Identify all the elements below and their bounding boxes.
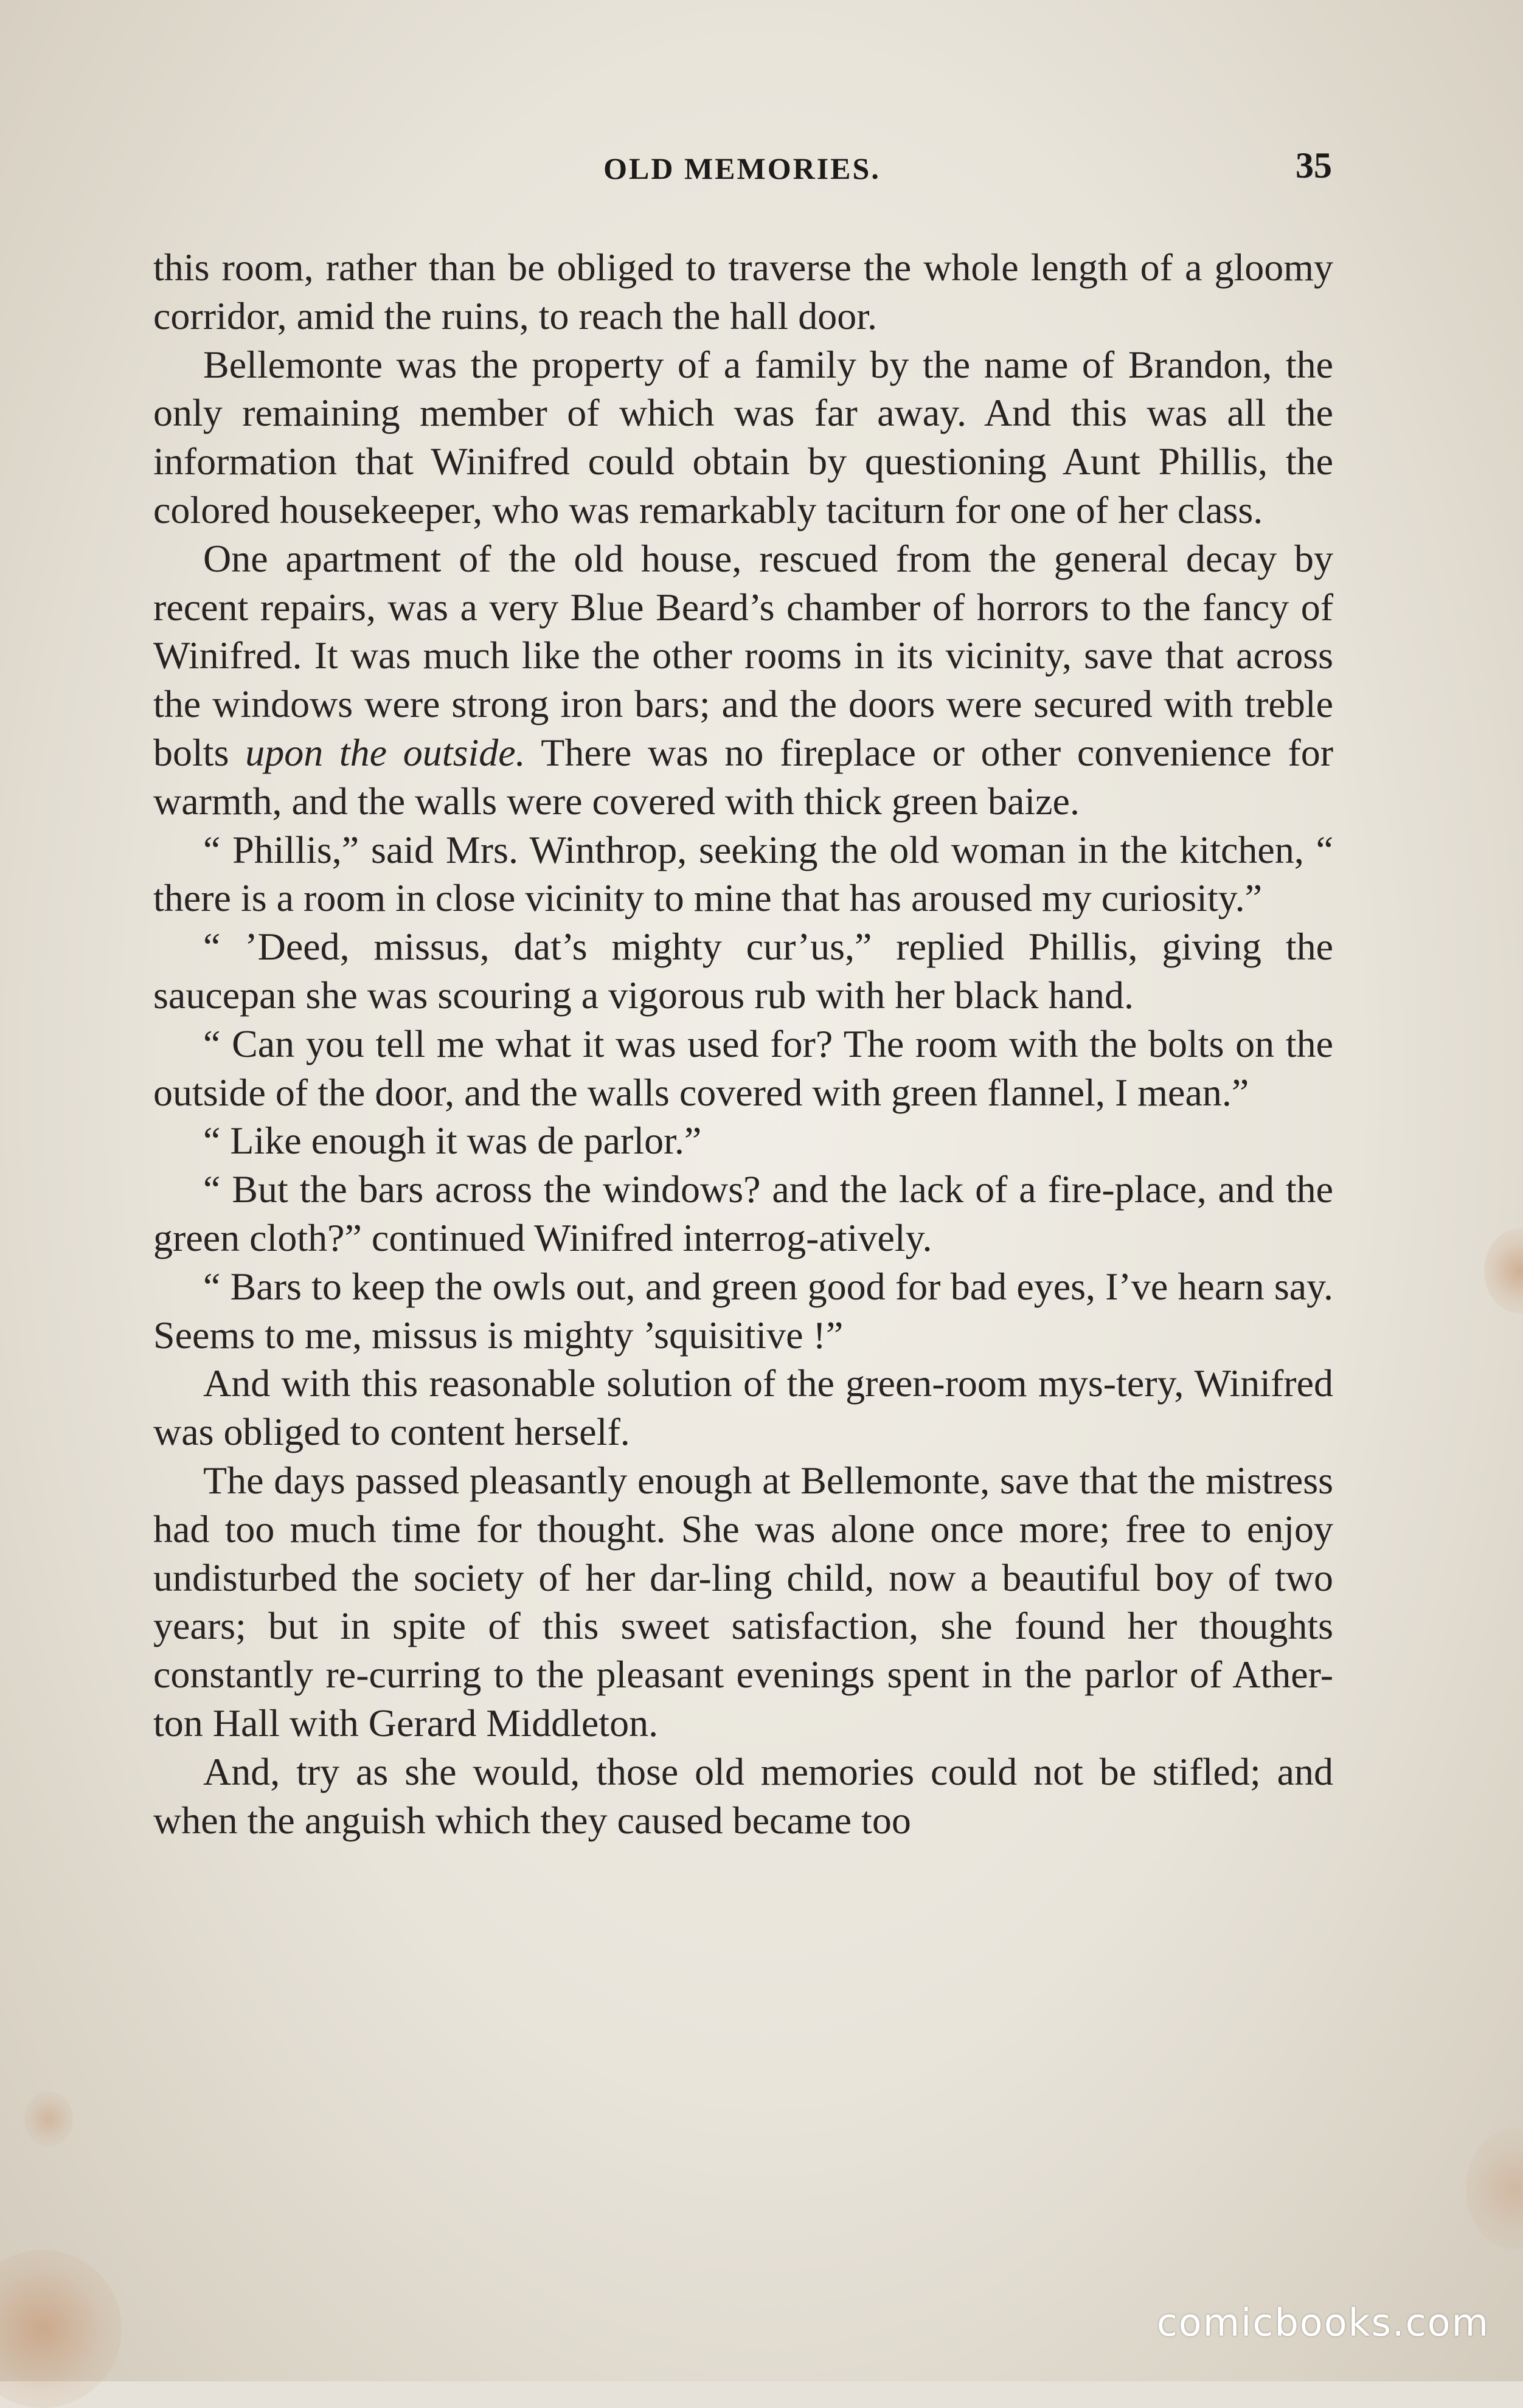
watermark: comicbooks.com bbox=[1156, 2300, 1490, 2345]
paragraph bbox=[153, 535, 1333, 826]
foxing-stain bbox=[1484, 1228, 1523, 1313]
paragraph: “ ’Deed, missus, dat’s mighty cur’us,” replied Phillis, giving the saucepan she was scouring a vigorous rub with her black hand. bbox=[153, 925, 1333, 1017]
foxing-stain bbox=[24, 2092, 73, 2147]
paragraph: The days passed pleasantly enough at Bellemonte, save that the mistress had too much time for thought. She was alone once more; free to enjoy undisturbed the society of her dar-ling child, now a beautiful boy of two years; but in spite of this sweet satisfaction, she found her thoughts constantly re-curring to the pleasant evenings spent in the parlor of Ather-ton Hall with Gerard Middleton. bbox=[153, 1458, 1333, 1745]
paragraph: And with this reasonable solution of the green-room mys-tery, Winifred was obliged to content herself. bbox=[153, 1361, 1333, 1454]
paragraph: Bellemonte was the property of a family by the name of Brandon, the only remaining member of which was far away. And this was all the information that Winifred could obtain by questioning Aunt Phillis, the colored housekeeper, who was remarkably taciturn for one of her class. bbox=[153, 342, 1333, 531]
page-number: 35 bbox=[1296, 145, 1332, 185]
paragraph: “ Like enough it was de parlor.” bbox=[203, 1119, 702, 1163]
body-text bbox=[153, 243, 1333, 1844]
foxing-stain bbox=[1466, 2128, 1523, 2250]
paragraph: “ Can you tell me what it was used for? The room with the bolts on the outside of the door, and the walls covered with green flannel, I mean.” bbox=[153, 1022, 1333, 1114]
foxing-stain bbox=[0, 2250, 122, 2408]
paragraph: “ Bars to keep the owls out, and green good for bad eyes, I’ve hearn say. Seems to me, missus is mighty ’squisitive !” bbox=[153, 1264, 1333, 1357]
paragraph: “ But the bars across the windows? and the lack of a fire-place, and the green cloth?” continued Winifred interrog-atively. bbox=[153, 1168, 1333, 1259]
paragraph: this room, rather than be obliged to traverse the whole length of a gloomy corridor, amid the ruins, to reach the hall door. bbox=[153, 246, 1333, 337]
italic-emphasis: upon the outside. bbox=[245, 730, 526, 774]
paragraph-text: One apartment of the old house, rescued from the general decay by recent repairs, was a very Blue Beard’s chamber of horrors to the fancy of Winifred. It was much like the other rooms in its vicinity, save that across the windows were strong iron bars; and the doors were secured with treble bolts bbox=[153, 536, 1333, 774]
running-header bbox=[152, 140, 1332, 195]
paragraph: “ Phillis,” said Mrs. Winthrop, seeking the old woman in the kitchen, “ there is a room in close vicinity to mine that has aroused my curiosity.” bbox=[153, 828, 1333, 920]
paragraph: And, try as she would, those old memories could not be stifled; and when the anguish which they caused became too bbox=[153, 1749, 1333, 1842]
running-title: OLD MEMORIES. bbox=[603, 151, 881, 185]
paragraph-text: There was no fireplace or other convenience for warmth, and the walls were covered with thick green baize. bbox=[153, 730, 1334, 823]
